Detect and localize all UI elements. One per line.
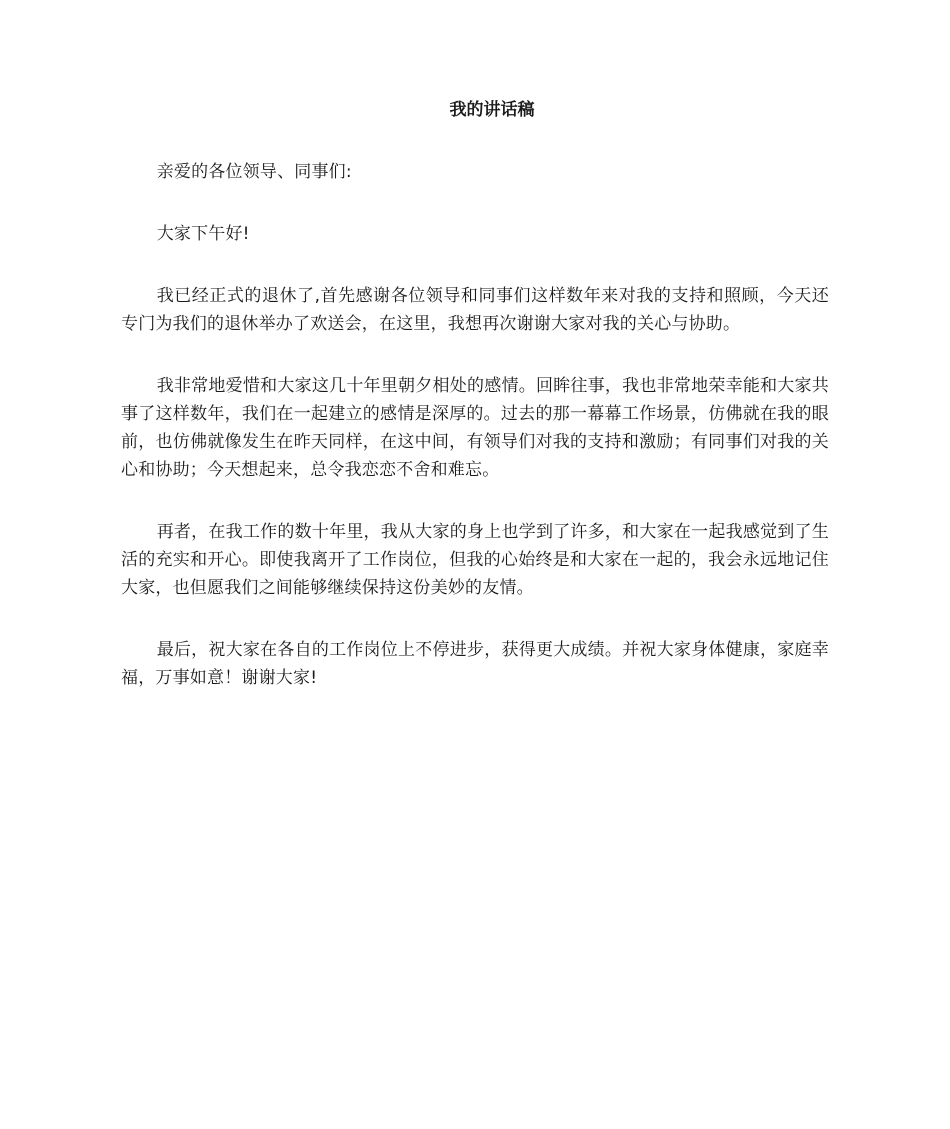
body-paragraph: 再者，在我工作的数十年里，我从大家的身上也学到了许多，和大家在一起我感觉到了生活的充实和开心。即使我离开了工作岗位，但我的心始终是和大家在一起的，我会永远地记住大家，也但愿我们之间能够继续保持这份美妙的友情。 [121,522,829,598]
body-paragraph: 我已经正式的退休了,首先感谢各位领导和同事们这样数年来对我的支持和照顾，今天还专门为我们的退休举办了欢送会，在这里，我想再次谢谢大家对我的关心与协助。 [121,286,829,334]
document-title: 我的讲话稿 [449,100,535,120]
body-paragraph: 我非常地爱惜和大家这几十年里朝夕相处的感情。回眸往事，我也非常地荣幸能和大家共事了这样数年，我们在一起建立的感情是深厚的。过去的那一幕幕工作场景，仿佛就在我的眼前，也仿佛就像发生在昨天同样，在这中间，有领导们对我的支持和激励；有同事们对我的关心和协助；今天想起来，总令我恋恋不舍和难忘。 [121,376,829,480]
document-page [121,96,829,726]
salutation-paragraph: 亲爱的各位领导、同事们: [156,162,352,182]
greeting-paragraph: 大家下午好! [156,224,250,244]
closing-paragraph: 最后，祝大家在各自的工作岗位上不停进步，获得更大成绩。并祝大家身体健康，家庭幸福，万事如意！谢谢大家! [121,640,829,688]
